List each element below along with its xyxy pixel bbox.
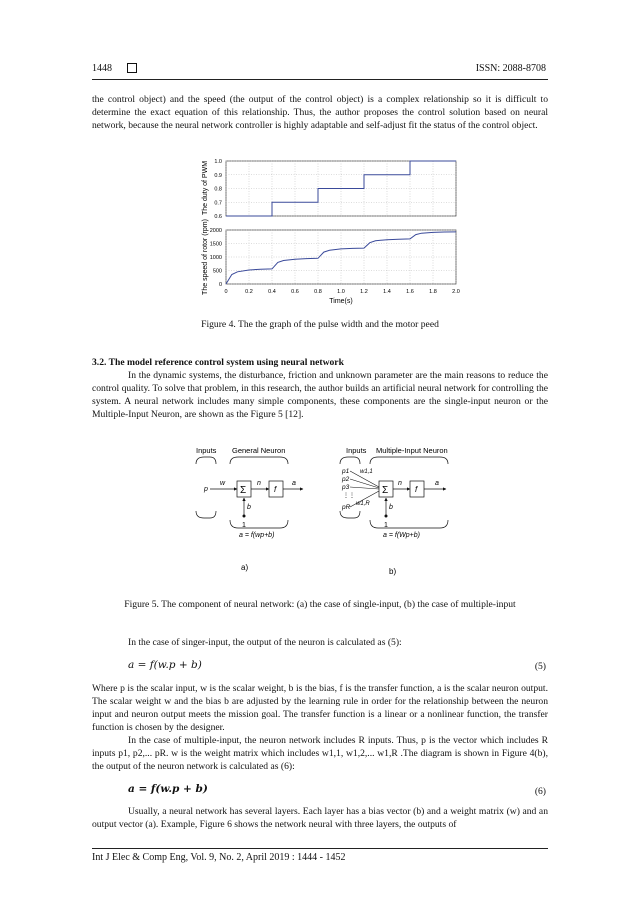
single-input-neuron	[196, 446, 303, 572]
equation-5-number: (5)	[534, 661, 546, 672]
left-one: 1	[242, 522, 246, 529]
figure5-caption: Figure 5. The component of neural network: (a) the case of single-input, (b) the case of multiple-input	[124, 599, 516, 610]
right-one: 1	[384, 522, 388, 529]
issn: ISSN: 2088-8708	[475, 63, 546, 74]
intro-paragraph: the control object) and the speed (the output of the control object) is a complex relationship so it is difficult to determine the exact equation of this relationship. Thus, the author proposes the control solution based on neural network, because the neural network controller is highly adaptable and self-adjust fit the status of the control object.	[92, 94, 548, 131]
right-sum: Σ	[382, 485, 389, 496]
x-tick-label: 1.4	[383, 289, 391, 295]
right-p1: p1	[342, 468, 350, 475]
multiple-input-neuron	[340, 446, 448, 576]
x-tick-label: 0.4	[268, 289, 276, 295]
right-p3: p3	[342, 484, 350, 491]
header-rule	[92, 79, 548, 80]
right-pR: pR	[342, 504, 351, 511]
left-a: a	[292, 480, 296, 487]
left-w: w	[220, 480, 226, 487]
right-sub-label: b)	[389, 567, 397, 576]
equation-6-number: (6)	[534, 786, 546, 797]
left-sub-label: a)	[241, 563, 249, 572]
y-tick-label: 1500	[209, 241, 222, 248]
right-formula: a = f(Wp+b)	[383, 532, 420, 539]
left-formula: a = f(wp+b)	[239, 532, 275, 539]
right-p2: p2	[342, 476, 350, 483]
x-tick-label: 0	[224, 289, 228, 295]
right-neuron-label: Multiple-Input Neuron	[376, 446, 448, 455]
right-f: f	[415, 485, 418, 494]
layers-paragraph: Usually, a neural network has several layers. Each layer has a bias vector (b) and a weight matrix (w) and an output vector (a). Example, Figure 6 shows the network neural with three layers, the outputs of	[92, 806, 548, 830]
figure5-diagram	[190, 440, 460, 585]
right-w1R: w1,R	[356, 501, 370, 507]
x-tick-label: 0.2	[245, 289, 253, 295]
x-tick-label: 2.0	[452, 289, 460, 295]
x-tick-label: 1.0	[337, 289, 345, 295]
x-tick-label: 0.8	[314, 289, 322, 295]
y-tick-label: 2000	[209, 228, 222, 234]
left-f: f	[274, 485, 277, 494]
top-ylabel: The duty of PWM	[202, 160, 209, 216]
left-n: n	[257, 480, 261, 487]
svg-text:⋮: ⋮	[343, 493, 349, 499]
right-b: b	[389, 504, 393, 511]
right-w11: w1,1	[360, 469, 373, 475]
x-tick-label: 1.8	[429, 289, 437, 295]
right-n: n	[398, 480, 402, 487]
figure4-chart	[180, 155, 470, 305]
svg-text:⋮: ⋮	[349, 493, 355, 499]
y-tick-label: 0.9	[214, 172, 222, 179]
xlabel: Time(s)	[329, 298, 353, 305]
right-inputs-label: Inputs	[346, 446, 367, 455]
y-tick-label: 1.0	[214, 159, 222, 165]
left-inputs-label: Inputs	[196, 446, 217, 455]
equation-6: a = f(w.p + b)	[128, 783, 208, 795]
x-tick-label: 1.2	[360, 289, 368, 295]
x-tick-label: 0.6	[291, 289, 299, 295]
y-tick-label: 0.6	[214, 214, 222, 220]
x-tick-label: 1.6	[406, 289, 414, 295]
section-para1: In the dynamic systems, the disturbance, friction and unknown parameter are the main reasons to reduce the control quality. To solve that problem, in this research, the author builds an artificial neural network for controlling the system. A neural network includes many simple components, these components are the single-input neuron or the Multiple-Input Neuron, are shown as the Figure 5 [12].	[92, 370, 548, 420]
bottom-ylabel: The speed of rotor (rpm)	[202, 219, 209, 295]
left-sum: Σ	[240, 485, 247, 496]
figure4-caption: Figure 4. The the graph of the pulse width and the motor peed	[201, 319, 439, 330]
y-tick-label: 1000	[209, 255, 222, 261]
footer-text: Int J Elec & Comp Eng, Vol. 9, No. 2, April 2019 : 1444 - 1452	[92, 852, 346, 863]
checkbox-square-icon	[127, 63, 137, 73]
y-tick-label: 0	[218, 282, 222, 288]
multi-paragraph: In the case of multiple-input, the neuron network includes R inputs. Thus, p is the vector which includes R inputs p1, p2,... pR. w is the weight matrix which includes w1,1, w1,2,... w1,R .The diagram is shown in Figure 4(b), the output of the neuron network is calculated as (6):	[92, 735, 548, 772]
left-b: b	[247, 504, 251, 511]
footer-rule	[92, 848, 548, 849]
y-tick-label: 0.8	[214, 186, 222, 193]
left-neuron-label: General Neuron	[232, 446, 286, 455]
y-tick-label: 0.7	[214, 200, 222, 207]
where-paragraph: Where p is the scalar input, w is the scalar weight, b is the bias, f is the transfer function, a is the scalar neuron output. The scalar weight w and the bias b are adjusted by the learning rule in order for the relationship between the neuron input and neuron output meets the mission goal. The transfer function is a linear or a nonlinear function, the transfer function is chosen by the designer.	[92, 683, 548, 733]
section-heading: 3.2. The model reference control system using neural network	[92, 357, 344, 368]
y-tick-label: 500	[212, 268, 222, 275]
equation-5: a = f(w.p + b)	[128, 659, 202, 671]
left-p: p	[204, 486, 208, 493]
page-number: 1448	[92, 63, 112, 74]
single-input-text: In the case of singer-input, the output of the neuron is calculated as (5):	[128, 637, 402, 648]
right-a: a	[435, 480, 439, 487]
